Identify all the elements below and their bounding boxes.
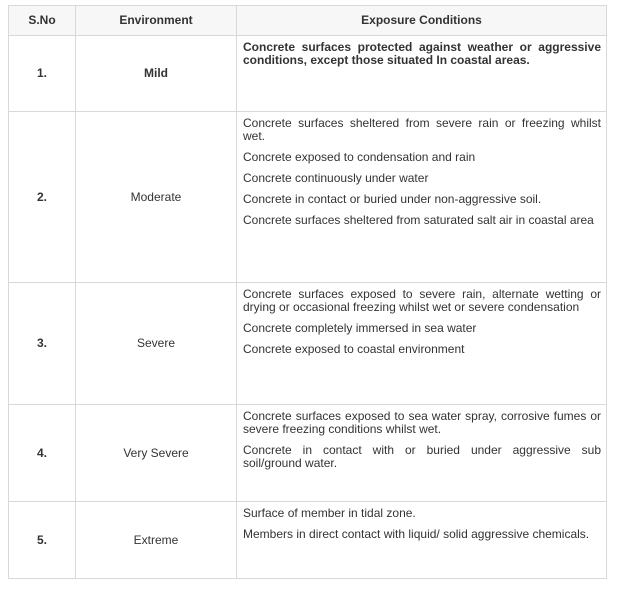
environment-cell: Mild [76,36,237,112]
exposure-conditions-table [8,5,607,579]
sno-cell: 5. [9,502,76,579]
sno-cell: 3. [9,283,76,405]
table-row [9,405,607,502]
condition-text: Concrete completely immersed in sea water [243,321,477,335]
condition-text: Concrete surfaces exposed to severe rain, alternate wetting or drying or occasional freezing whilst wet or severe condensation [243,287,601,314]
environment-cell: Very Severe [76,405,237,502]
environment-cell: Moderate [76,112,237,283]
condition-text: Concrete exposed to condensation and rain [243,150,476,164]
condition-text: Concrete surfaces protected against weather or aggressive conditions, except those situated In coastal areas. [243,40,601,67]
condition-text: Concrete surfaces sheltered from saturated salt air in coastal area [243,213,594,227]
condition-text: Concrete continuously under water [243,171,429,185]
header-environment: Environment [76,6,237,36]
exposure-table-container [8,5,606,582]
table-row [9,283,607,405]
header-row [9,6,607,36]
header-exposure-conditions: Exposure Conditions [237,6,607,36]
table-row [9,502,607,579]
table-row [9,36,607,112]
condition-text: Members in direct contact with liquid/ solid aggressive chemicals. [243,527,590,541]
conditions-cell [237,36,607,112]
condition-text: Surface of member in tidal zone. [243,506,416,520]
sno-cell: 4. [9,405,76,502]
table-row [9,112,607,283]
condition-text: Concrete in contact with or buried under aggressive sub soil/ground water. [243,443,601,470]
conditions-cell [237,502,607,579]
condition-text: Concrete exposed to coastal environment [243,342,465,356]
environment-cell: Extreme [76,502,237,579]
environment-cell: Severe [76,283,237,405]
header-sno: S.No [9,6,76,36]
condition-text: Concrete surfaces exposed to sea water spray, corrosive fumes or severe freezing conditions whilst wet. [243,409,601,436]
sno-cell: 1. [9,36,76,112]
condition-text: Concrete surfaces sheltered from severe rain or freezing whilst wet. [243,116,601,143]
conditions-cell [237,405,607,502]
condition-text: Concrete in contact or buried under non-aggressive soil. [243,192,542,206]
conditions-cell [237,112,607,283]
conditions-cell [237,283,607,405]
sno-cell: 2. [9,112,76,283]
